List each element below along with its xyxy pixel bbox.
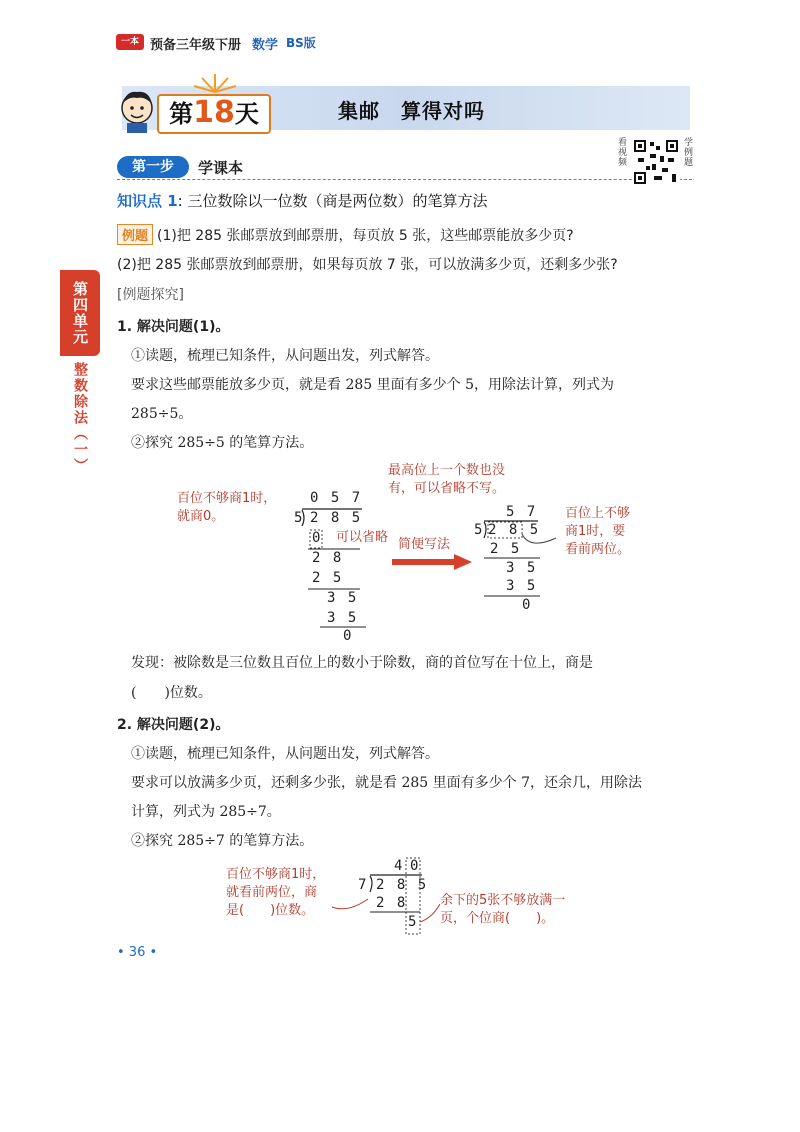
part2-step4: ②探究 285÷7 的笔算方法。 xyxy=(131,833,314,849)
note-left xyxy=(177,490,276,526)
div2-lines xyxy=(470,514,570,614)
part2-step2: 要求可以放满多少页，还剩多少张，就是看 285 里面有多少个 7，还余几，用除法 xyxy=(131,775,642,791)
div3-quotient-ones: 0 xyxy=(410,858,421,874)
explore-label: [例题探究] xyxy=(117,287,184,303)
unit-tab: 第四单元 xyxy=(60,270,100,356)
note-right-line: 看前两位。 xyxy=(565,542,631,557)
div3-quotient-tens: 4 xyxy=(394,858,405,874)
lesson-topic: 集邮 算得对吗 xyxy=(338,99,485,123)
note-top xyxy=(388,462,505,498)
div1-lines xyxy=(290,500,380,650)
page-number: • 36 • xyxy=(117,945,158,960)
chapter-tab: 整数除法（一） xyxy=(72,362,88,474)
note2-left xyxy=(226,866,325,920)
div1-divisor: 5 xyxy=(294,510,305,526)
subject-label: 数学 xyxy=(252,38,279,53)
note2-left-line: 就看前两位，商 xyxy=(226,885,318,900)
div1-row3: 2 5 xyxy=(312,570,344,586)
note2-left-line: 百位不够商1时， xyxy=(226,867,326,882)
div3-row2: 5 xyxy=(408,914,419,930)
qr-right-label: 学例题 xyxy=(684,138,694,168)
div2-divisor: 5 xyxy=(474,522,485,538)
book-title: 预备三年级下册 xyxy=(150,38,242,53)
example-tag: 例题 xyxy=(117,224,153,245)
note2-left-connector xyxy=(330,895,370,915)
day-suffix: 天 xyxy=(234,100,259,128)
div1-row2: 2 8 xyxy=(312,550,344,566)
note-right-line: 商1时，要 xyxy=(565,524,626,539)
div2-row4: 0 xyxy=(522,597,533,613)
step-divider xyxy=(117,179,692,181)
day-number-badge xyxy=(157,94,271,134)
note-left-line: 百位不够商1时， xyxy=(177,491,277,506)
part1-step2: 要求这些邮票能放多少页，就是看 285 里面有多少个 5，用除法计算，列式为 xyxy=(131,377,614,393)
day-prefix: 第 xyxy=(169,100,194,128)
note2-right-line: 页，个位商( )。 xyxy=(440,911,555,926)
cartoon-boy-icon xyxy=(115,86,159,134)
part2-step1: ①读题，梳理已知条件，从问题出发，列式解答。 xyxy=(131,746,439,762)
div2-quotient: 5 7 xyxy=(506,504,538,520)
example-q1-text: (1)把 285 张邮票放到邮票册，每页放 5 张，这些邮票能放多少页? xyxy=(157,228,574,244)
arrow-right-icon xyxy=(392,554,472,570)
day-number: 18 xyxy=(193,95,235,130)
sun-rays-icon xyxy=(190,70,240,94)
note2-left-line: 是( )位数。 xyxy=(226,903,315,918)
div3-row1: 2 8 xyxy=(376,895,408,911)
div3-dividend: 2 8 5 xyxy=(376,877,429,893)
div1-dividend: 2 8 5 xyxy=(310,510,363,526)
arrow-label: 简便写法 xyxy=(398,537,451,552)
part2-step3: 计算，列式为 285÷7。 xyxy=(131,804,281,820)
note2-right-line: 余下的5张不够放满一 xyxy=(440,893,566,908)
example-q1 xyxy=(117,224,574,245)
publisher-logo: 一本 xyxy=(116,34,144,50)
div2-dividend: 2 8 5 xyxy=(488,522,541,538)
finding-line1: 发现：被除数是三位数且百位上的数小于除数，商的首位写在十位上，商是 xyxy=(131,655,593,671)
part1-heading: 1. 解决问题(1)。 xyxy=(117,319,230,335)
div1-row6: 0 xyxy=(343,628,354,644)
div1-row1: 0 xyxy=(312,530,323,546)
step-pill: 第一步 xyxy=(117,156,189,178)
edition-label: BS版 xyxy=(286,36,316,50)
note2-right xyxy=(440,892,565,928)
div1-row5: 3 5 xyxy=(327,610,359,626)
note-top-line: 最高位上一个数也没 xyxy=(388,463,506,478)
div2-row1: 2 5 xyxy=(490,541,522,557)
knowledge-text: : 三位数除以一位数（商是两位数）的笔算方法 xyxy=(177,192,488,210)
knowledge-label: 知识点 1 xyxy=(117,192,178,210)
note-omit: 可以省略 xyxy=(336,530,389,545)
part1-step4: ②探究 285÷5 的笔算方法。 xyxy=(131,435,314,451)
note-right-line: 百位上不够 xyxy=(565,506,631,521)
div2-row3: 3 5 xyxy=(506,578,538,594)
step-title: 学课本 xyxy=(198,159,244,177)
div3-divisor: 7 xyxy=(358,877,369,893)
note-left-line: 就商0。 xyxy=(177,509,225,524)
div2-row2: 3 5 xyxy=(506,560,538,576)
example-q2: (2)把 285 张邮票放到邮票册，如果每页放 7 张，可以放满多少页，还剩多少张? xyxy=(117,257,618,273)
part2-heading: 2. 解决问题(2)。 xyxy=(117,717,230,733)
finding-line2: ( )位数。 xyxy=(131,685,212,701)
note-right xyxy=(565,505,630,559)
div1-row4: 3 5 xyxy=(327,590,359,606)
div1-quotient: 0 5 7 xyxy=(310,490,363,506)
knowledge-point xyxy=(117,190,488,211)
part1-step1: ①读题，梳理已知条件，从问题出发，列式解答。 xyxy=(131,348,439,364)
note-top-line: 有，可以省略不写。 xyxy=(388,481,506,496)
qr-code-icon[interactable] xyxy=(632,138,680,186)
part1-step3: 285÷5。 xyxy=(131,406,193,422)
qr-left-label: 看视频 xyxy=(618,138,628,168)
